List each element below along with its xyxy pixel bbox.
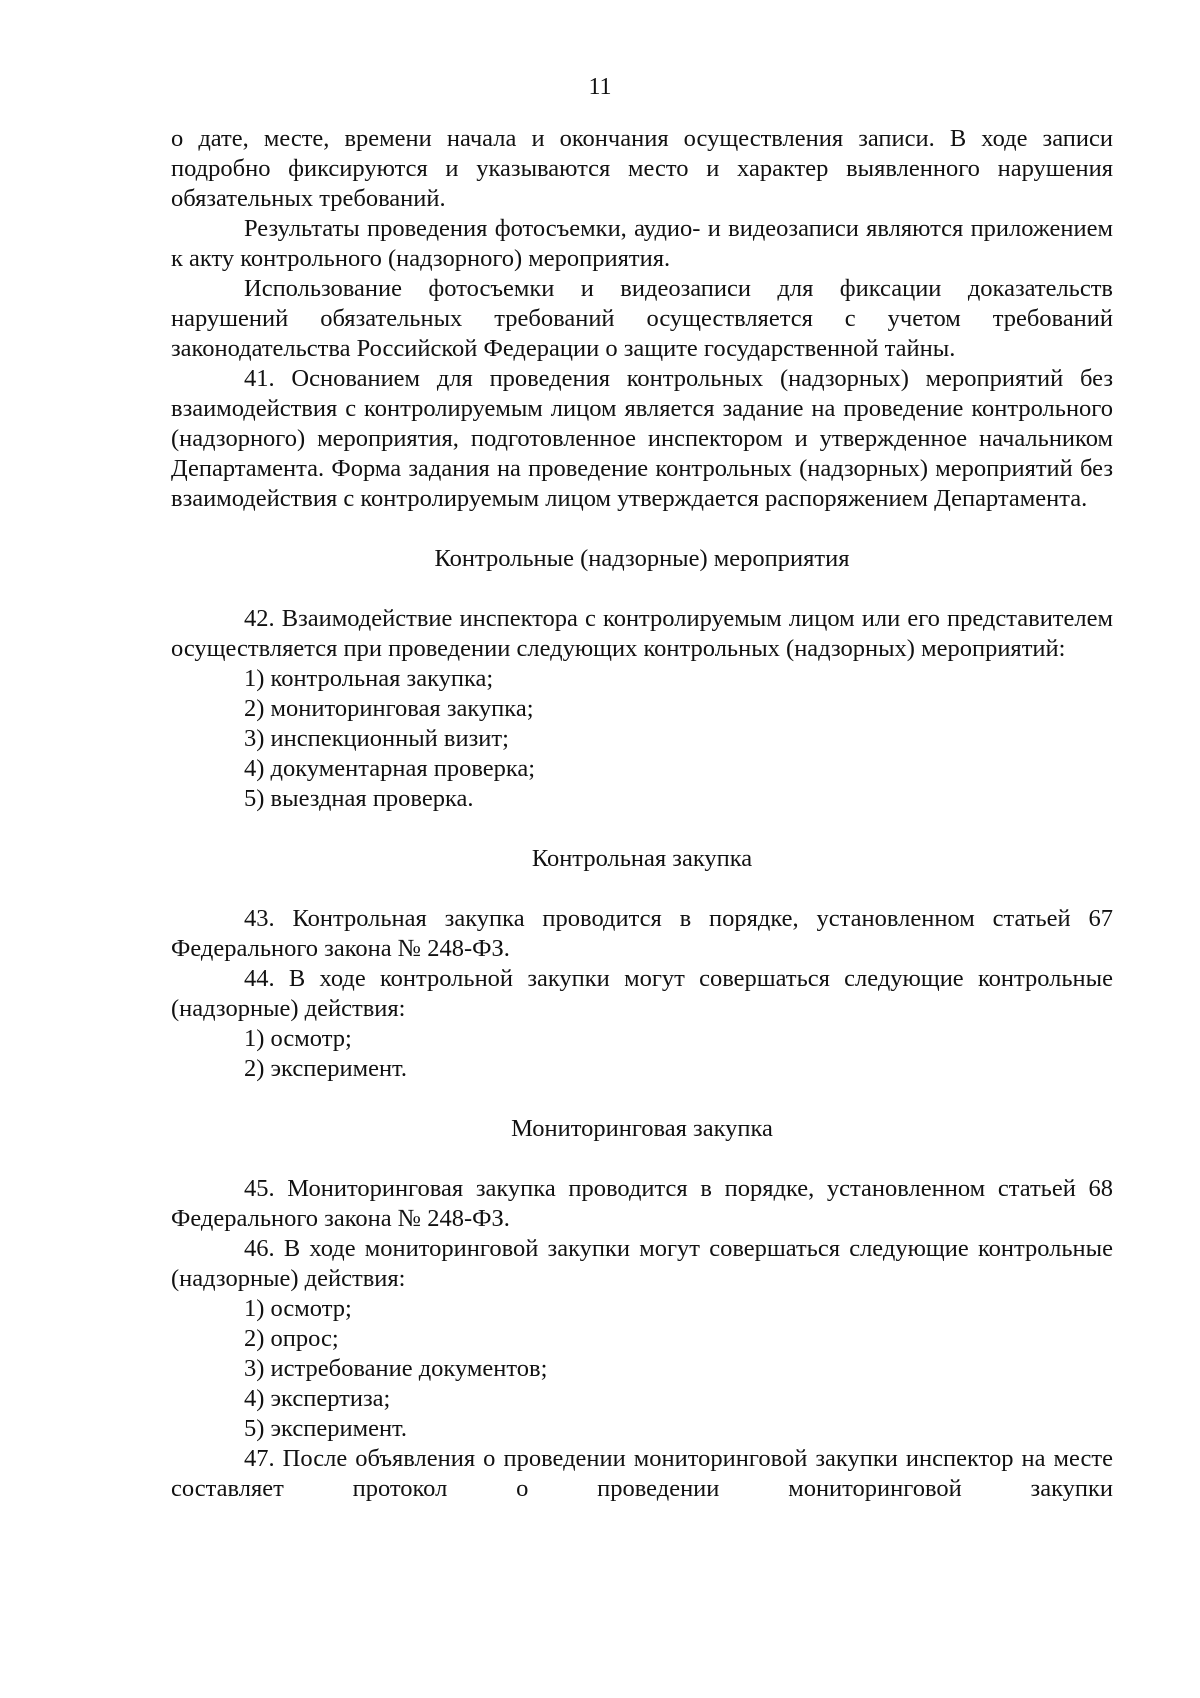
list-item: 2) эксперимент. [244,1055,408,1082]
list-item: 1) осмотр; [244,1295,352,1322]
paragraph-45: 45. Мониторинговая закупка проводится в порядке, установленном статьей 68 Федерального закона № 248-ФЗ. [171,1175,1113,1232]
list-item: 2) мониторинговая закупка; [244,695,534,722]
paragraph-44: 44. В ходе контрольной закупки могут совершаться следующие контрольные (надзорные) действия: [171,965,1113,1022]
paragraph-photo-results: Результаты проведения фотосъемки, аудио- и видеозаписи являются приложением к акту контрольного (надзорного) мероприятия. [171,215,1113,272]
paragraph-41: 41. Основанием для проведения контрольных (надзорных) мероприятий без взаимодействия с контролируемым лицом является задание на проведение контрольного (надзорного) мероприятия, подготовленное инспектором и утвержденное начальником Департамента. Форма задания на проведение контрольных (надзорных) мероприятий без взаимодействия с контролируемым лицом утверждается распоряжением Департамента. [171,365,1113,512]
list-item: 3) истребование документов; [244,1355,548,1382]
list-item: 1) контрольная закупка; [244,665,494,692]
list-item: 4) документарная проверка; [244,755,536,782]
list-item: 5) эксперимент. [244,1415,408,1442]
page-number: 11 [588,74,612,100]
paragraph-continuation: о дате, месте, времени начала и окончания осуществления записи. В ходе записи подробно фиксируются и указываются место и характер выявленного нарушения обязательных требований. [171,125,1113,212]
list-item: 5) выездная проверка. [244,785,474,812]
paragraph-photo-usage: Использование фотосъемки и видеозаписи для фиксации доказательств нарушений обязательных требований осуществляется с учетом требований законодательства Российской Федерации о защите государственной тайны. [171,275,1113,362]
list-item: 1) осмотр; [244,1025,352,1052]
section-heading-monitoring-purchase: Мониторинговая закупка [511,1115,773,1142]
paragraph-43: 43. Контрольная закупка проводится в порядке, установленном статьей 67 Федерального закона № 248-ФЗ. [171,905,1113,962]
paragraph-47: 47. После объявления о проведении мониторинговой закупки инспектор на месте составляет протокол о проведении мониторинговой закупки [171,1445,1113,1502]
section-heading-control-purchase: Контрольная закупка [531,845,753,872]
paragraph-42: 42. Взаимодействие инспектора с контролируемым лицом или его представителем осуществляется при проведении следующих контрольных (надзорных) мероприятий: [171,605,1113,662]
document-body [171,124,1113,1504]
paragraph-46: 46. В ходе мониторинговой закупки могут совершаться следующие контрольные (надзорные) действия: [171,1235,1113,1292]
list-item: 4) экспертиза; [244,1385,391,1412]
list-item: 3) инспекционный визит; [244,725,509,752]
section-heading-control-measures: Контрольные (надзорные) мероприятия [434,545,850,572]
list-item: 2) опрос; [244,1325,339,1352]
